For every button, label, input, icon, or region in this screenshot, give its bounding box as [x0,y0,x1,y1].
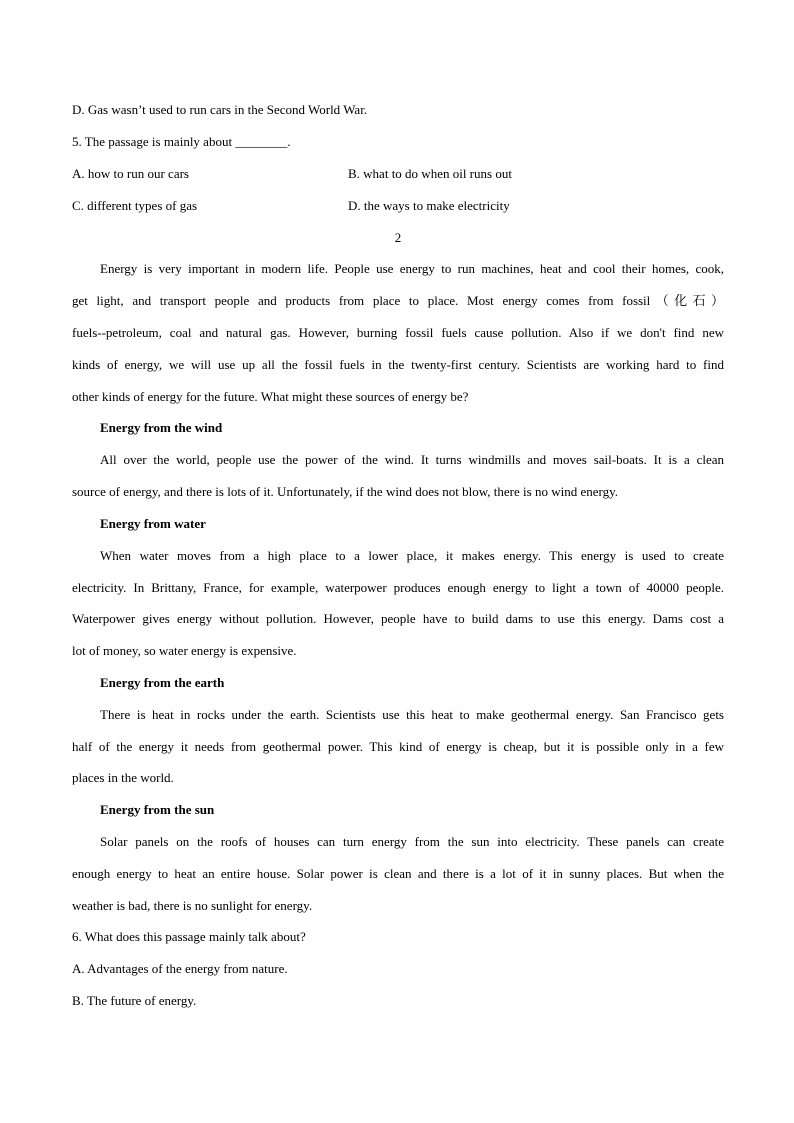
section-heading-wind: Energy from the wind [100,420,223,435]
question-5-option-a: A. how to run our cars [72,166,189,181]
question-5-options-row-1 [72,166,724,182]
question-5-options-row-2 [72,198,724,214]
intro-line: Energy is very important in modern life. People use energy to run machines, heat and cool their homes, cook, [100,261,724,276]
question-6-option-a: A. Advantages of the energy from nature. [72,961,288,976]
section-heading-water: Energy from water [100,516,206,531]
section-line: There is heat in rocks under the earth. Scientists use this heat to make geothermal energy. San Francisco gets [100,707,724,722]
section-line: weather is bad, there is no sunlight for energy. [72,898,313,913]
section-line: half of the energy it needs from geothermal power. This kind of energy is cheap, but it is possible only in a few [72,739,724,754]
section-line: Waterpower gives energy without pollution. However, people have to build dams to use this energy. Dams cost a [72,611,724,626]
question-5-option-c: C. different types of gas [72,198,198,213]
prev-question-option-d: D. Gas wasn’t used to run cars in the Second World War. [72,102,368,117]
intro-line: other kinds of energy for the future. What might these sources of energy be? [72,389,469,404]
question-5-stem: 5. The passage is mainly about ________. [72,134,291,149]
intro-line: kinds of energy, we will use up all the fossil fuels in the twenty-first century. Scientists are working hard to find [72,357,724,372]
section-heading-sun: Energy from the sun [100,802,215,817]
intro-line: fuels--petroleum, coal and natural gas. However, burning fossil fuels cause pollution. Also if we don't find new [72,325,724,340]
section-line: enough energy to heat an entire house. Solar power is clean and there is a lot of it in sunny places. But when the [72,866,724,881]
section-heading-earth: Energy from the earth [100,675,225,690]
section-line: Solar panels on the roofs of houses can turn energy from the sun into electricity. These panels can create [100,834,724,849]
section-line: lot of money, so water energy is expensive. [72,643,297,658]
section-line: All over the world, people use the power of the wind. It turns windmills and moves sail-boats. It is a clean [100,452,724,467]
question-5-option-b: B. what to do when oil runs out [348,166,512,181]
question-6-option-b: B. The future of energy. [72,993,197,1008]
section-line: electricity. In Brittany, France, for example, waterpower produces enough energy to light a town of 40000 people. [72,580,724,595]
question-6-stem: 6. What does this passage mainly talk about? [72,929,306,944]
section-line: When water moves from a high place to a lower place, it makes energy. This energy is used to create [100,548,724,563]
section-number: 2 [394,230,402,245]
section-line: source of energy, and there is lots of it. Unfortunately, if the wind does not blow, there is no wind energy. [72,484,618,499]
intro-line: get light, and transport people and products from place to place. Most energy comes from fossil（化石） [72,293,724,308]
question-5-option-d: D. the ways to make electricity [348,198,510,213]
section-line: places in the world. [72,770,174,785]
